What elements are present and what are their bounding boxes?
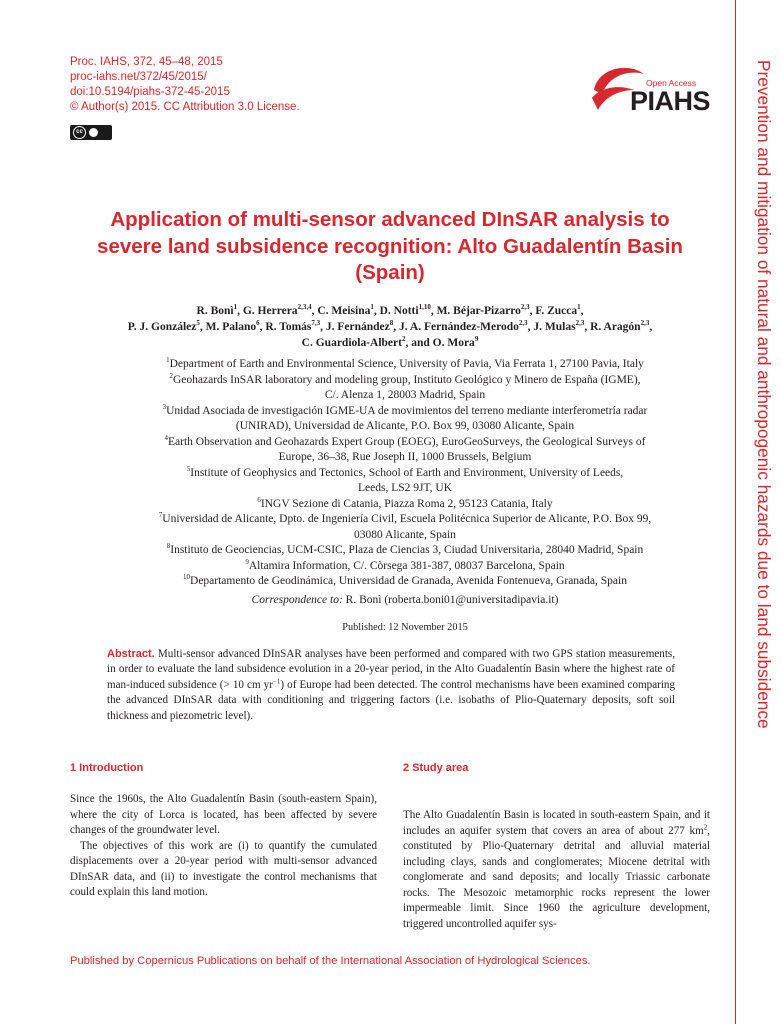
- special-issue-title-text: Prevention and mitigation of natural and anthropogenic hazards due to land subsidence: [754, 60, 774, 729]
- introduction-column: [70, 792, 377, 901]
- affiliation-line: Europe, 36–38, Rue Joseph II, 1000 Brussels, Belgium: [278, 451, 532, 463]
- affiliation-line: C/. Alenza 1, 28003 Madrid, Spain: [324, 389, 486, 401]
- open-access-label: Open Access: [646, 78, 697, 88]
- abstract: [107, 647, 675, 724]
- author-name: F. Zucca: [535, 305, 578, 317]
- author-affiliation-sup: 2,3,4: [297, 303, 312, 312]
- introduction-paragraph-1: Since the 1960s, the Alto Guadalentín Basin (south-eastern Spain), where the city of Lorca is located, has been affected by severe changes of the groundwater level.: [70, 793, 377, 836]
- affiliation-number: 5: [186, 464, 191, 473]
- correspondence: [85, 594, 725, 606]
- author-affiliation-sup: 1: [577, 303, 581, 312]
- journal-citation: Proc. IAHS, 372, 45–48, 2015: [70, 56, 223, 68]
- affiliation-line: Departamento de Geodinámica, Universidad de Granada, Avenida Fontenueva, Granada, Spain: [190, 575, 627, 587]
- author-affiliation-sup: 2,3: [640, 319, 650, 328]
- author-affiliation-sup: 1,10: [418, 303, 431, 312]
- affiliation-number: 7: [158, 511, 163, 520]
- published-date: Published: 12 November 2015: [342, 622, 468, 633]
- affiliation-number: 3: [162, 402, 167, 411]
- doi-link[interactable]: doi:10.5194/piahs-372-45-2015: [70, 86, 230, 98]
- affiliation-number: 2: [169, 371, 173, 380]
- affiliation-item: [85, 404, 725, 435]
- copyright-line: © Author(s) 2015. CC Attribution 3.0 License.: [70, 101, 300, 113]
- journal-url[interactable]: proc-iahs.net/372/45/2015/: [70, 71, 207, 83]
- journal-meta: [70, 55, 300, 115]
- author-name: D. Notti: [379, 305, 419, 317]
- affiliation-line: Geohazards InSAR laboratory and modeling group, Instituto Geológico y Minero de España (IGME),: [172, 373, 641, 386]
- affiliation-line: Instituto de Geociencias, UCM-CSIC, Plaza de Ciencias 3, Ciudad Universitaria, 28040 Madrid, Spain: [170, 544, 644, 556]
- affiliation-line: Leeds, LS2 9JT, UK: [357, 482, 452, 494]
- affiliation-item: [85, 512, 725, 543]
- author-name: C. Guardiola-Albert: [301, 337, 402, 349]
- publisher-footer: Published by Copernicus Publications on behalf of the International Association of Hydrological Sciences.: [70, 955, 591, 967]
- author-affiliation-sup: 1: [233, 303, 238, 312]
- author-affiliation-sup: 2,3: [520, 303, 530, 312]
- author-affiliation-sup: 5: [196, 319, 200, 328]
- affiliation-number: 1: [166, 356, 170, 365]
- correspondence-text[interactable]: R. Bonì (roberta.boni01@universitadipavia.it): [345, 594, 559, 606]
- author-name: R. Tomás: [265, 321, 312, 333]
- study-area-paragraph: [403, 808, 710, 932]
- affiliation-item: [85, 435, 725, 466]
- author-name: P. J. González: [127, 321, 197, 333]
- affiliation-item: [85, 373, 725, 404]
- section-heading-introduction: 1 Introduction: [70, 762, 144, 774]
- study-area-column: [403, 808, 710, 932]
- affiliation-number: 6: [257, 495, 261, 504]
- cc-icon: cc: [73, 126, 86, 139]
- abstract-sup: −1: [272, 677, 281, 686]
- author-name: J. Fernández: [325, 321, 390, 333]
- author-affiliation-sup: 2,3: [575, 319, 585, 328]
- side-rule: [735, 0, 736, 1024]
- affiliation-line: Department of Earth and Environmental Science, University of Pavia, Via Ferrata 1, 27100 Pavia, Italy: [169, 358, 644, 370]
- logo-wordmark: PIAHS: [630, 86, 711, 116]
- abstract-text-2: ) of Europe had been detected. The control mechanisms have been examined comparing the advanced DInSAR data with conditioning and triggering factors (i.e. isobaths of Plio-Quaternary deposits, soft soil thickness and piezometric level).: [107, 678, 676, 722]
- affiliation-line: Institute of Geophysics and Tectonics, School of Earth and Environment, University of Leeds,: [190, 466, 624, 479]
- piahs-logo: [588, 60, 718, 120]
- affiliation-line: INGV Sezione di Catania, Piazza Roma 2, 95123 Catania, Italy: [260, 497, 553, 510]
- author-name: C. Meisina: [317, 305, 371, 317]
- author-affiliation-sup: 8: [389, 319, 394, 328]
- section-heading-study-area: 2 Study area: [403, 762, 469, 774]
- affiliation-line: (UNIRAD), Universidad de Alicante, P.O. Box 99, 03080 Alicante, Spain: [235, 420, 575, 432]
- author-affiliation-sup: 1: [370, 303, 374, 312]
- abstract-label: Abstract.: [107, 648, 155, 660]
- affiliation-number: 8: [166, 542, 171, 551]
- correspondence-label: Correspondence to:: [251, 594, 343, 606]
- author-affiliation-sup: 7,3: [311, 319, 321, 328]
- author-list: R. Bonì$^1$, G. Herrera$^{2,3,4}$, C. Meisina$^1$, D. Notti$^{1,10}$, M. Béjar-Pizarro$^{2,3}$, F. Zucca$^1$, P. J. González$^5$, M. Palano$^6$, R. Tomás$^{7,3}$, J. Fernández$^8$, J. A. Fernández-Merodo$^{2,3}$, J. Mulas$^{2,3}$, R. Aragón$^{2,3}$, C. Guardiola-Albert$^2$, and O. Mora$^9$: [127, 303, 653, 349]
- affiliation-list: [85, 357, 725, 590]
- introduction-paragraph-2: The objectives of this work are (i) to quantify the cumulated displacements over a 20-year period with multi-sensor advanced DInSAR data, and (ii) to investigate the control mechanisms that could explain this land motion.: [70, 839, 377, 898]
- study-sup: 2: [703, 822, 708, 831]
- affiliation-line: Unidad Asociada de investigación IGME-UA de movimientos del terreno mediante interferometría radar: [166, 404, 648, 417]
- author-name: O. Mora: [432, 337, 475, 349]
- cc-license-badge[interactable]: [70, 125, 112, 140]
- affiliation-item: [85, 497, 725, 513]
- affiliation-line: 03080 Alicante, Spain: [354, 528, 456, 541]
- author-name: M. Palano: [205, 321, 257, 333]
- author-name: J. A. Fernández-Merodo: [399, 321, 519, 333]
- author-name: J. Mulas: [533, 321, 576, 333]
- affiliation-item: [85, 543, 725, 559]
- affiliation-item: [85, 466, 725, 497]
- author-affiliation-sup: 2,3: [518, 319, 528, 328]
- affiliation-line: Universidad de Alicante, Dpto. de Ingeniería Civil, Escuela Politécnica Superior de Alicante, P.O. Box 99,: [162, 513, 652, 525]
- by-icon: [89, 128, 98, 137]
- affiliation-line: Earth Observation and Geohazards Expert Group (EOEG), EuroGeoSurveys, the Geological Surveys of: [168, 435, 646, 448]
- affiliation-number: 4: [164, 433, 169, 442]
- author-affiliation-sup: 9: [474, 335, 479, 344]
- author-name: R. Bonì: [196, 305, 234, 317]
- affiliation-line: Altamira Information, C/. Còrsega 381-387, 08037 Barcelona, Spain: [248, 559, 565, 572]
- author-name: M. Béjar-Pizarro: [436, 305, 521, 317]
- affiliation-number: 9: [245, 557, 249, 566]
- affiliation-number: 10: [183, 573, 191, 582]
- author-name: G. Herrera: [242, 305, 298, 317]
- special-issue-title: [752, 60, 776, 740]
- author-name: R. Aragón: [590, 321, 641, 333]
- study-text-2: , constituted by Plio-Quaternary detrital and alluvial material including clays, sands and conglomerates; Miocene detrital with conglomerate and sand deposits; and locally Triassic carbonate rocks. The Mesozoic metamorphic rocks represent the lower impermeable limit. Since 1960 the agriculture development, triggered uncontrolled aquifer sys-: [403, 824, 710, 930]
- article-title: Application of multi-sensor advanced DInSAR analysis to severe land subsidence recognition: Alto Guadalentín Basin (Spain): [97, 208, 683, 284]
- author-affiliation-sup: 6: [256, 319, 260, 328]
- affiliation-item: [85, 357, 725, 373]
- affiliation-item: [85, 574, 725, 590]
- study-text-1: The Alto Guadalentín Basin is located in south-eastern Spain, and it includes an aquifer system that covers an area of about 277 km: [403, 809, 710, 837]
- author-affiliation-sup: 2: [401, 335, 406, 344]
- abstract-text-1: Multi-sensor advanced DInSAR analyses have been performed and compared with two GPS station measurements, in order to evaluate the land subsidence evolution in a 20-year period, in the Alto Guadalentín Basin where the highest rate of man-induced subsidence (> 10 cm yr: [107, 648, 675, 691]
- affiliation-item: [85, 559, 725, 575]
